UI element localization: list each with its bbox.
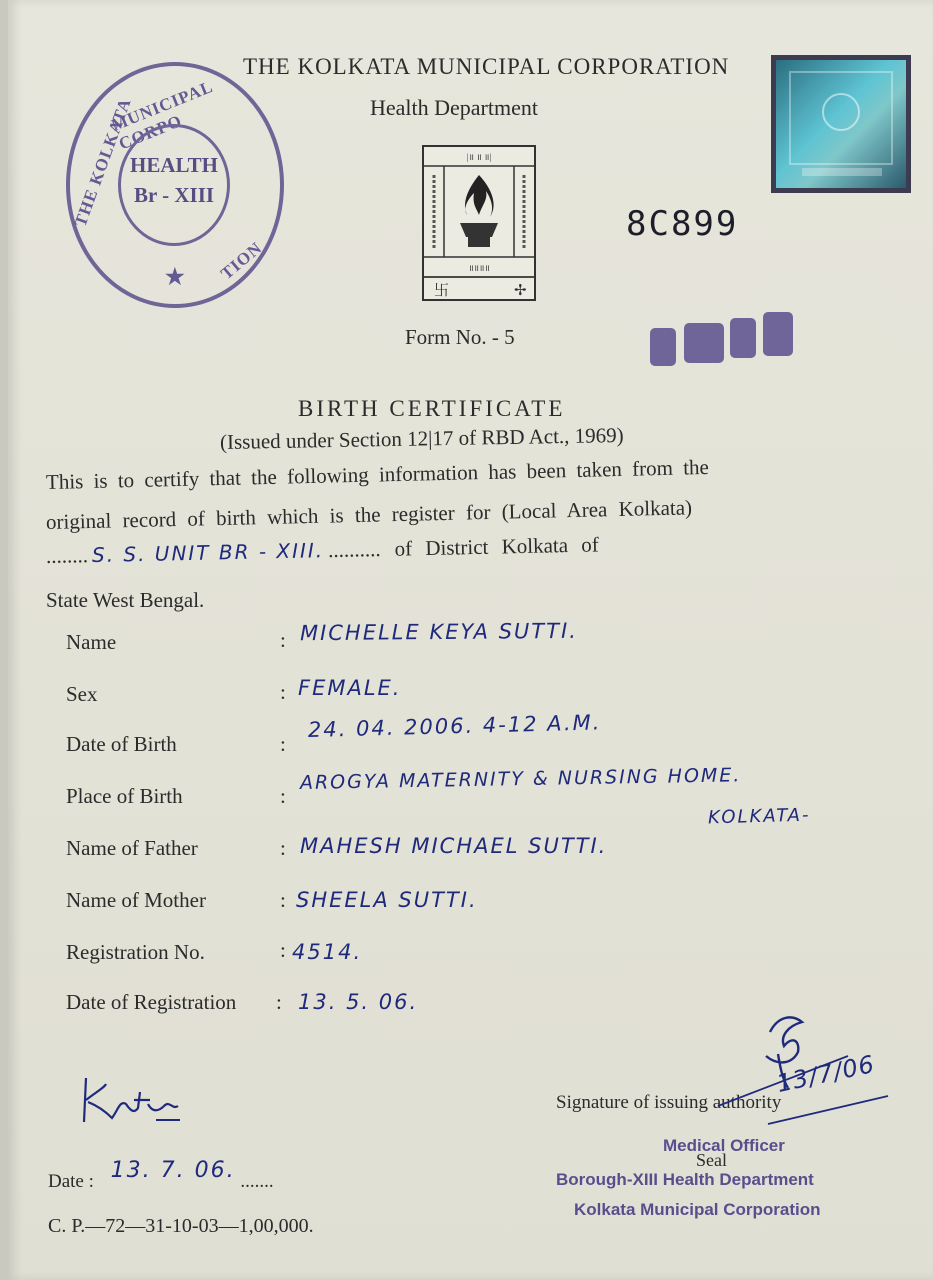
intro-handwritten-unit: S. S. UNIT BR - XIII. [91,538,325,568]
organization-title: THE KOLKATA MUNICIPAL CORPORATION [243,54,730,79]
certificate-title: BIRTH CERTIFICATE [298,396,566,421]
svg-text:|॥ ॥ ॥|: |॥ ॥ ॥| [466,152,492,162]
stamp-ring-end: TION [217,238,266,284]
department-title: Health Department [370,95,538,120]
stamp-line-branch: Br - XIII [133,183,215,207]
issue-date-value: 13. 7. 06. [110,1158,236,1183]
ink-stamp-mark [684,323,724,363]
intro-dots-before: ........ [45,543,89,568]
stamp-ring-bottom: THE KOLKATA [70,95,135,230]
serial-number: 8C899 [626,204,739,244]
field-value-name: MICHELLE KEYA SUTTI. [299,618,578,646]
intro-line-1: This is to certify that the following information has been taken from the [45,454,710,494]
field-value-place: AROGYA MATERNITY & NURSING HOME. [299,764,742,794]
field-colon: : [280,680,286,704]
seal-line-2: Borough-XIII Health Department [556,1170,814,1189]
svg-text:卐: 卐 [434,283,450,299]
field-label-name: Name [66,630,117,654]
certificate-paper [8,0,933,1280]
stamp-ring-top: MUNICIPAL CORPO [108,77,215,154]
seal-line-1: Medical Officer [663,1136,785,1155]
field-colon: : [280,888,286,912]
field-colon: : [280,784,286,808]
intro-line-2: original record of birth which is the register for (Local Area Kolkata) [45,495,693,534]
field-colon: : [280,836,286,860]
intro-dots-after: .......... [327,536,381,563]
issue-date-dots: ....... [240,1171,274,1192]
stamp-star-icon: ★ [165,264,186,289]
emblem-icon [422,145,536,301]
issue-date-row [48,1158,274,1193]
ink-stamp-mark [730,318,756,358]
seal-label: Seal [696,1150,727,1170]
signature-label: Signature of issuing authority [556,1092,782,1113]
field-value-father: MAHESH MICHAEL SUTTI. [300,834,608,858]
field-value-mother: SHEELA SUTTI. [296,888,478,912]
intro-line-3-tail: of District Kolkata of [394,532,600,561]
form-number: Form No. - 5 [405,325,515,349]
intro-line-4: State West Bengal. [46,588,205,612]
field-colon: : [280,732,286,756]
issue-date-label: Date : [48,1171,94,1192]
field-label-registration-no: Registration No. [66,940,205,964]
municipal-stamp [66,62,284,308]
stamp-line-health: HEALTH [130,153,218,177]
ink-stamp-mark [763,312,793,356]
field-value-registration-no: 4514. [292,940,363,964]
field-colon: : [280,938,286,962]
field-value-sex: FEMALE. [298,676,402,700]
field-colon: : [276,990,282,1014]
field-label-place: Place of Birth [66,784,183,808]
field-label-dob: Date of Birth [66,732,177,756]
intro-line-3 [46,526,916,569]
print-code: C. P.—72—31-10-03—1,00,000. [48,1215,314,1237]
field-value-dob: 24. 04. 2006. 4-12 A.M. [307,710,602,742]
field-value-place-city: KOLKATA- [707,804,811,829]
ink-stamp-mark [650,328,676,366]
svg-text:॥॥॥॥: ॥॥॥॥ [468,263,490,273]
field-value-registration-date: 13. 5. 06. [298,990,419,1014]
hologram-sticker [771,55,911,193]
stamp-inner-circle [118,124,230,246]
field-label-mother: Name of Mother [66,888,206,912]
svg-text:✢: ✢ [514,283,527,299]
certificate-subtitle: (Issued under Section 12|17 of RBD Act., 1969) [219,422,624,454]
field-label-registration-date: Date of Registration [66,990,237,1014]
field-label-sex: Sex [66,682,98,706]
field-colon: : [280,628,286,652]
field-label-father: Name of Father [66,836,198,860]
signature-date: 13/7/06 [774,1049,878,1099]
seal-line-3: Kolkata Municipal Corporation [574,1200,821,1219]
clerk-initials-signature [76,1070,186,1130]
